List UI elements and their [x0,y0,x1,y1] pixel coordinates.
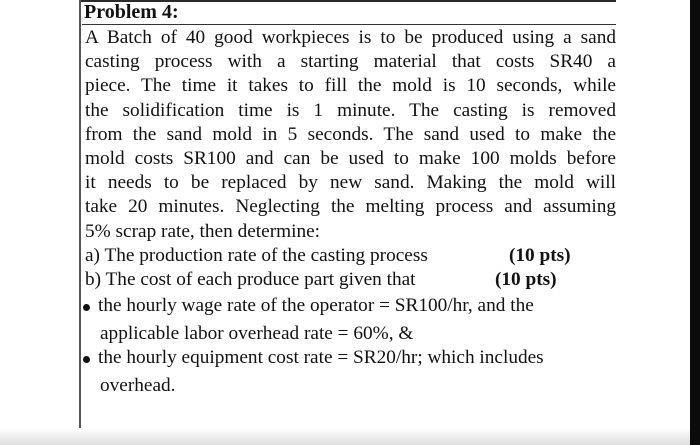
bullet-1-line-1: the hourly wage rate of the operator = SR100/hr, and the [98,295,534,316]
problem-title: Problem 4: [84,1,179,23]
left-rule [79,0,81,428]
bullet-2-line-1: the hourly equipment cost rate = SR20/hr; which includes [98,347,544,368]
problem-paragraph [85,26,616,244]
paragraph-line: mold costs SR100 and can be used to make 100 molds before [85,148,616,170]
paragraph-line: the solidification time is 1 minute. The casting is removed [85,99,616,121]
title-underline [82,24,616,25]
paragraph-line: from the sand mold in 5 seconds. The sand used to make the [85,123,616,145]
paragraph-line: 5% scrap rate, then determine: [85,220,321,242]
right-edge-strip [690,0,700,445]
part-a-text: a) The production rate of the casting process [85,245,428,266]
paragraph-line: casting process with a starting material that costs SR40 a [85,51,616,73]
bottom-shadow [0,428,690,445]
paragraph-line: piece. The time it takes to fill the mold is 10 seconds, while [85,75,616,97]
bullet-dot-icon [83,304,90,311]
bullet-1-line-2: applicable labor overhead rate = 60%, & [100,323,414,344]
paragraph-line: take 20 minutes. Neglecting the melting process and assuming [85,196,616,218]
part-a-points: (10 pts) [509,245,571,266]
bullet-dot-icon [83,356,90,363]
paragraph-line: A Batch of 40 good workpieces is to be produced using a sand [85,27,616,48]
part-b-points: (10 pts) [495,269,557,290]
paragraph-line: it needs to be replaced by new sand. Making the mold will [85,172,616,194]
part-b-text: b) The cost of each produce part given that [85,269,416,290]
bullet-2-line-2: overhead. [100,375,176,396]
